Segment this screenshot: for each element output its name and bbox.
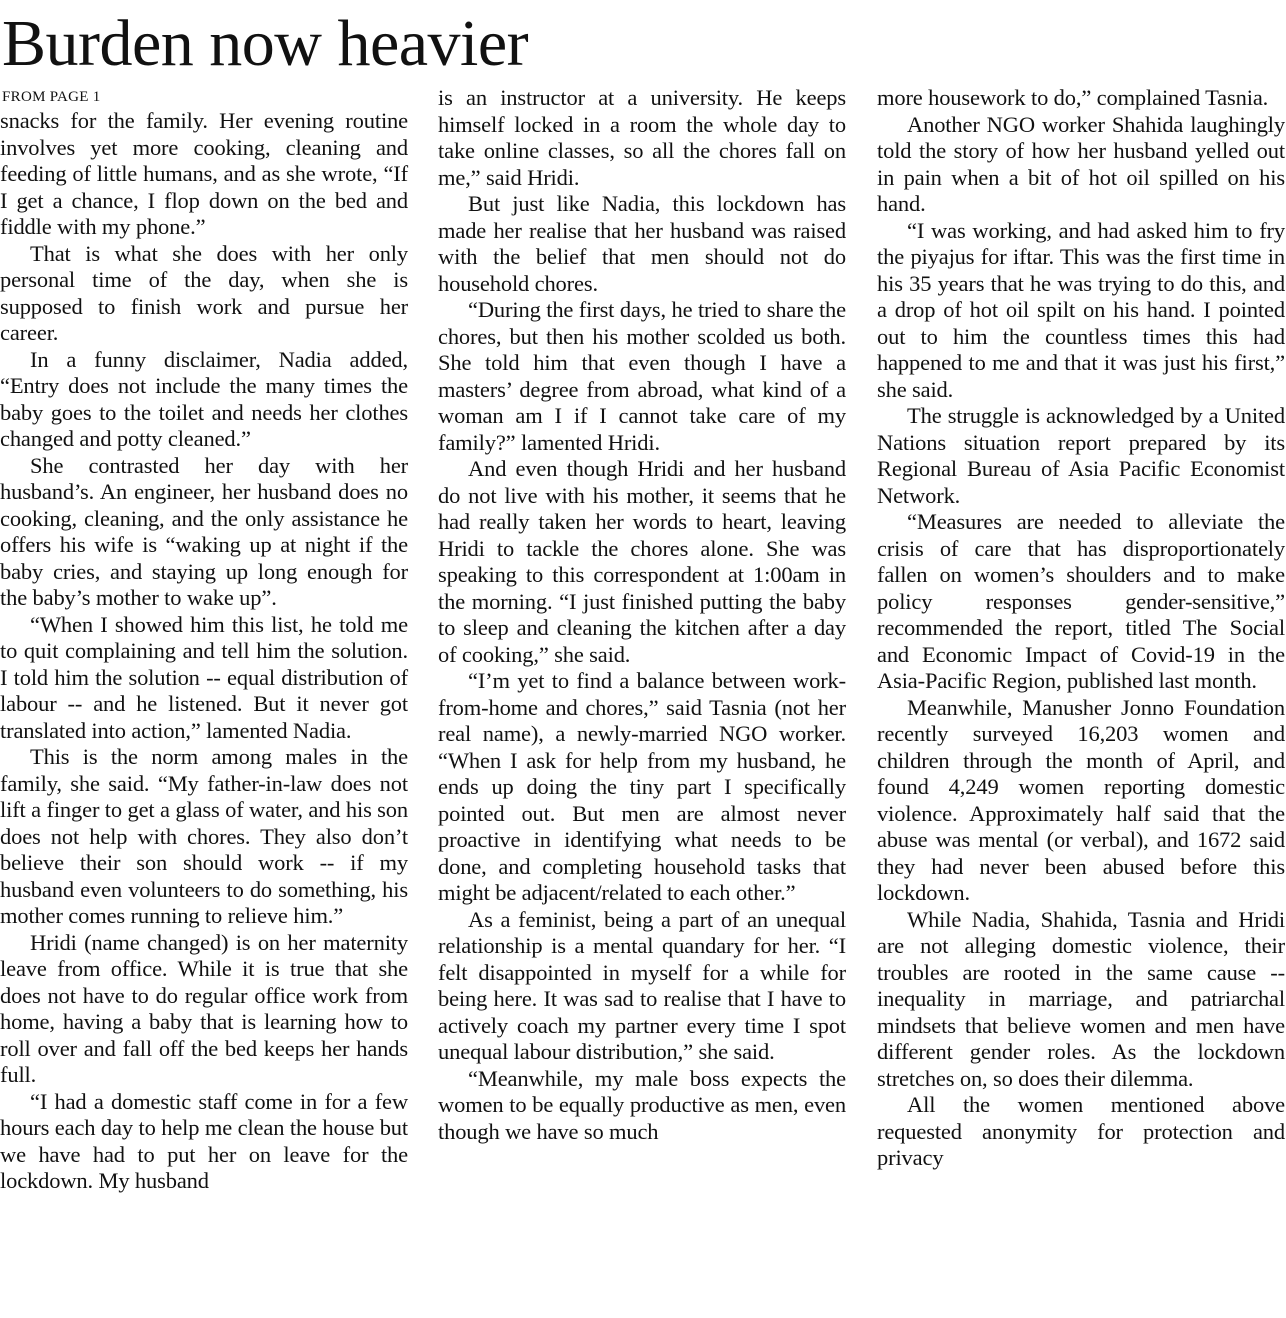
paragraph: “I was working, and had asked him to fry the piyajus for iftar. This was the first time in his 35 years that he was trying to do this, and a drop of hot oil spilt on his hand. I pointed out to him the countless times this had happened to me and that it was just his first,” she said.: [877, 217, 1285, 402]
paragraph: “Meanwhile, my male boss expects the women to be equally productive as men, even though we have so much: [438, 1065, 846, 1144]
paragraph: All the women mentioned above requested anonymity for protection and privacy: [877, 1092, 1285, 1170]
article-column-2: [438, 85, 846, 1145]
paragraph: “During the first days, he tried to share the chores, but then his mother scolded us both. She told him that even though I have a masters’ degree from abroad, what kind of a woman am I if I cannot take care of my family?” lamented Hridi.: [438, 297, 846, 455]
paragraph: The struggle is acknowledged by a United Nations situation report prepared by its Regional Bureau of Asia Pacific Economist Network.: [877, 403, 1285, 508]
paragraph: But just like Nadia, this lockdown has made her realise that her husband was raised with the belief that men should not do household chores.: [438, 191, 846, 296]
paragraph: She contrasted her day with her husband’s. An engineer, her husband does no cooking, cleaning, and the only assistance he offers his wife is “waking up at night if the baby cries, and staying up long enough for the baby’s mother to wake up”.: [0, 452, 408, 610]
article-column-3: [877, 85, 1285, 1172]
paragraph: Hridi (name changed) is on her maternity leave from office. While it is true that she does not have to do regular office work from home, having a baby that is learning how to roll over and fall off the bed keeps her hands full.: [0, 929, 408, 1087]
paragraph: That is what she does with her only personal time of the day, when she is supposed to finish work and pursue her career.: [0, 240, 408, 345]
continued-from-label: FROM PAGE 1: [2, 89, 101, 105]
paragraph: “I had a domestic staff come in for a few hours each day to help me clean the house but we have had to put her on leave for the lockdown. My husband: [0, 1088, 408, 1193]
paragraph: Meanwhile, Manusher Jonno Foundation recently surveyed 16,203 women and children through the month of April, and found 4,249 women reporting domestic violence. Approximately half said that the abuse was mental (or verbal), and 1672 said they had never been abused before this lockdown.: [877, 694, 1285, 905]
paragraph: more housework to do,” complained Tasnia.: [877, 85, 1269, 110]
article-column-1: [0, 108, 408, 1195]
paragraph: And even though Hridi and her husband do not live with his mother, it seems that he had really taken her words to heart, leaving Hridi to tackle the chores alone. She was speaking to this correspondent at 1:00am in the morning. “I just finished putting the baby to sleep and cleaning the kitchen after a day of cooking,” she said.: [438, 456, 846, 667]
paragraph: While Nadia, Shahida, Tasnia and Hridi are not alleging domestic violence, their troubles are rooted in the same cause -- inequality in marriage, and patriarchal mindsets that believe women and men have different gender roles. As the lockdown stretches on, so does their dilemma.: [877, 906, 1285, 1091]
paragraph: As a feminist, being a part of an unequal relationship is a mental quandary for her. “I felt disappointed in myself for a while for being here. It was sad to realise that I have to actively coach my partner every time I spot unequal labour distribution,” she said.: [438, 906, 846, 1064]
headline: Burden now heavier: [2, 7, 529, 80]
paragraph: In a funny disclaimer, Nadia added, “Entry does not include the many times the baby goes to the toilet and needs her clothes changed and potty cleaned.”: [0, 346, 408, 451]
paragraph: Another NGO worker Shahida laughingly told the story of how her husband yelled out in pain when a bit of hot oil spilled on his hand.: [877, 111, 1285, 216]
paragraph: is an instructor at a university. He keeps himself locked in a room the whole day to take online classes, so all the chores fall on me,” said Hridi.: [438, 85, 846, 190]
paragraph: This is the norm among males in the family, she said. “My father-in-law does not lift a finger to get a glass of water, and his son does not help with chores. They also don’t believe their son should work -- if my husband even volunteers to do something, his mother comes running to relieve him.”: [0, 744, 408, 928]
paragraph: “Measures are needed to alleviate the crisis of care that has disproportionately fallen on women’s shoulders and to make policy responses gender-sensitive,” recommended the report, titled The Social and Economic Impact of Covid-19 in the Asia-Pacific Region, published last month.: [877, 509, 1285, 693]
paragraph: snacks for the family. Her evening routine involves yet more cooking, cleaning and feeding of little humans, and as she wrote, “If I get a chance, I flop down on the bed and fiddle with my phone.”: [0, 108, 408, 239]
paragraph: “I’m yet to find a balance between work-from-home and chores,” said Tasnia (not her real name), a newly-married NGO worker. “When I ask for help from my husband, he ends up doing the tiny part I specifically pointed out. But men are almost never proactive in identifying what needs to be done, and completing household tasks that might be adjacent/related to each other.”: [438, 668, 846, 905]
paragraph: “When I showed him this list, he told me to quit complaining and tell him the solution. I told him the solution -- equal distribution of labour -- and he listened. But it never got translated into action,” lamented Nadia.: [0, 611, 408, 743]
